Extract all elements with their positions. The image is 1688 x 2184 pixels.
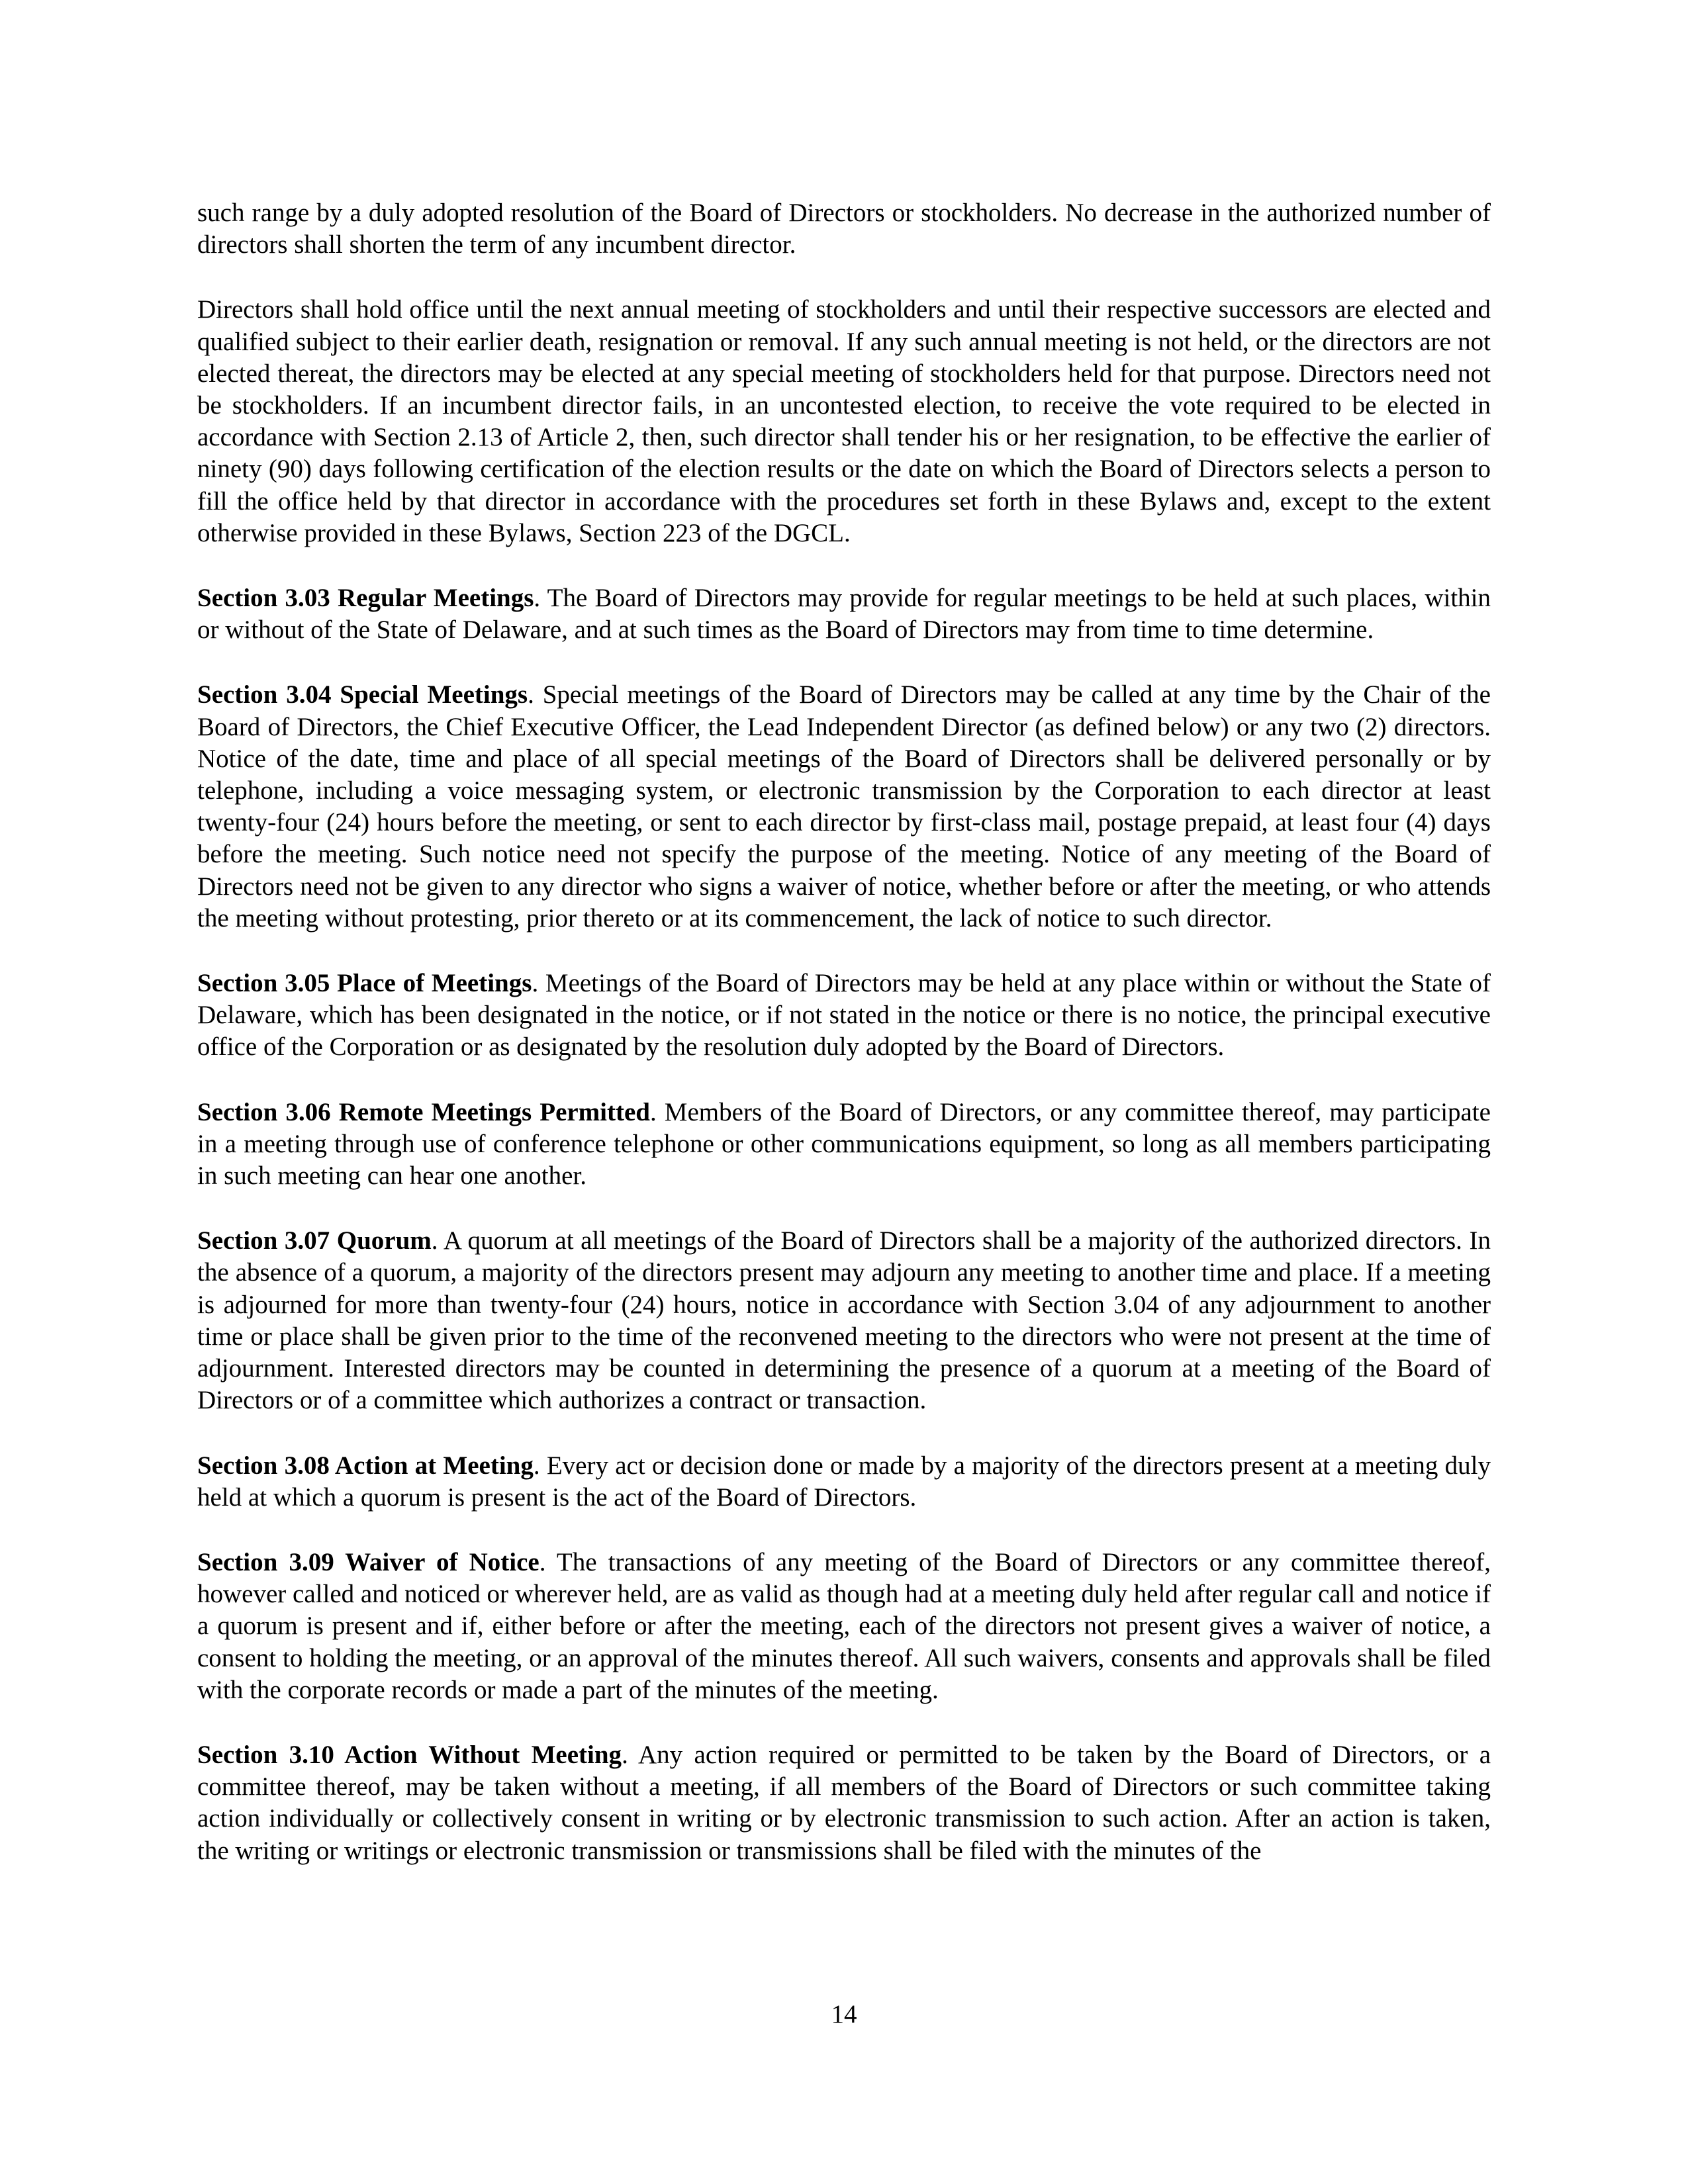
paragraph-text: such range by a duly adopted resolution of the Board of Directors or stockholders. No decrease in the authorized number of directors shall shorten the term of any incumbent director. — [197, 199, 1491, 259]
section-heading: Section 3.03 Regular Meetings — [197, 584, 534, 613]
section-text: . A quorum at all meetings of the Board of Directors shall be a majority of the authorized directors. In the absence of a quorum, a majority of the directors present may adjourn any meeting to another time and place. If a meeting is adjourned for more than twenty-four (24) hours, notice in accordance with Section 3.04 of any adjournment to another time or place shall be given prior to the time of the reconvened meeting to the directors who were not present at the time of adjournment. Interested directors may be counted in determining the presence of a quorum at a meeting of the Board of Directors or of a committee which authorizes a contract or transaction. — [197, 1226, 1491, 1415]
section-text: . The transactions of any meeting of the Board of Directors or any committee thereof, however called and noticed or wherever held, are as valid as though had at a meeting duly held after regular call and notice if a quorum is present and if, either before or after the meeting, each of the directors not present gives a waiver of notice, a consent to holding the meeting, or an approval of the minutes thereof. All such waivers, consents and approvals shall be filed with the corporate records or made a part of the minutes of the meeting. — [197, 1547, 1491, 1704]
paragraph-text: Directors shall hold office until the next annual meeting of stockholders and until their respective successors are elected and qualified subject to their earlier death, resignation or removal. If any such annual meeting is not held, or the directors are not elected thereat, the directors may be elected at any special meeting of stockholders held for that purpose. Directors need not be stockholders. If an incumbent director fails, in an uncontested election, to receive the vote required to be elected in accordance with Section 2.13 of Article 2, then, such director shall tender his or her resignation, to be effective the earlier of ninety (90) days following certification of the election results or the date on which the Board of Directors selects a person to fill the office held by that director in accordance with the procedures set forth in these Bylaws and, except to the extent otherwise provided in these Bylaws, Section 223 of the DGCL. — [197, 295, 1491, 547]
section-heading: Section 3.07 Quorum — [197, 1226, 432, 1255]
section-heading: Section 3.05 Place of Meetings — [197, 969, 532, 998]
section-3-10-action-without-meeting — [197, 1739, 1491, 1867]
section-heading: Section 3.04 Special Meetings — [197, 680, 528, 709]
section-text: . Meetings of the Board of Directors may be held at any place within or without the State of Delaware, which has been designated in the notice, or if not stated in the notice or there is no notice, the principal executive office of the Corporation or as designated by the resolution duly adopted by the Board of Directors. — [197, 969, 1491, 1062]
section-text: . The Board of Directors may provide for regular meetings to be held at such places, within or without of the State of Delaware, and at such times as the Board of Directors may from time to time determine. — [197, 584, 1491, 645]
section-heading: Section 3.10 Action Without Meeting — [197, 1740, 622, 1769]
paragraph-authorized-directors — [197, 197, 1491, 261]
section-3-09-waiver-of-notice — [197, 1547, 1491, 1706]
section-3-08-action-at-meeting — [197, 1450, 1491, 1514]
section-heading: Section 3.08 Action at Meeting — [197, 1451, 534, 1480]
document-body — [197, 197, 1491, 1900]
section-3-04-special-meetings — [197, 679, 1491, 934]
section-3-05-place-of-meetings — [197, 968, 1491, 1064]
section-heading: Section 3.09 Waiver of Notice — [197, 1547, 539, 1576]
section-text: . Every act or decision done or made by a majority of the directors present at a meeting duly held at which a quorum is present is the act of the Board of Directors. — [197, 1451, 1491, 1512]
section-3-06-remote-meetings — [197, 1097, 1491, 1193]
paragraph-directors-term — [197, 294, 1491, 549]
section-heading: Section 3.06 Remote Meetings Permitted — [197, 1097, 650, 1126]
section-3-03-regular-meetings — [197, 582, 1491, 646]
section-text: . Members of the Board of Directors, or any committee thereof, may participate in a meeting through use of conference telephone or other communications equipment, so long as all members participating in such meeting can hear one another. — [197, 1097, 1491, 1191]
section-text: . Special meetings of the Board of Directors may be called at any time by the Chair of the Board of Directors, the Chief Executive Officer, the Lead Independent Director (as defined below) or any two (2) directors. Notice of the date, time and place of all special meetings of the Board of Directors shall be delivered personally or by telephone, including a voice messaging system, or electronic transmission by the Corporation to each director at least twenty-four (24) hours before the meeting, or sent to each director by first-class mail, postage prepaid, at least four (4) days before the meeting. Such notice need not specify the purpose of the meeting. Notice of any meeting of the Board of Directors need not be given to any director who signs a waiver of notice, whether before or after the meeting, or who attends the meeting without protesting, prior thereto or at its commencement, the lack of notice to such director. — [197, 680, 1491, 933]
section-text: . Any action required or permitted to be taken by the Board of Directors, or a committee thereof, may be taken without a meeting, if all members of the Board of Directors or such committee taking action individually or collectively consent in writing or by electronic transmission to such action. After an action is taken, the writing or writings or electronic transmission or transmissions shall be filed with the minutes of the — [197, 1740, 1491, 1865]
section-3-07-quorum — [197, 1225, 1491, 1416]
page-number: 14 — [831, 2000, 857, 2028]
